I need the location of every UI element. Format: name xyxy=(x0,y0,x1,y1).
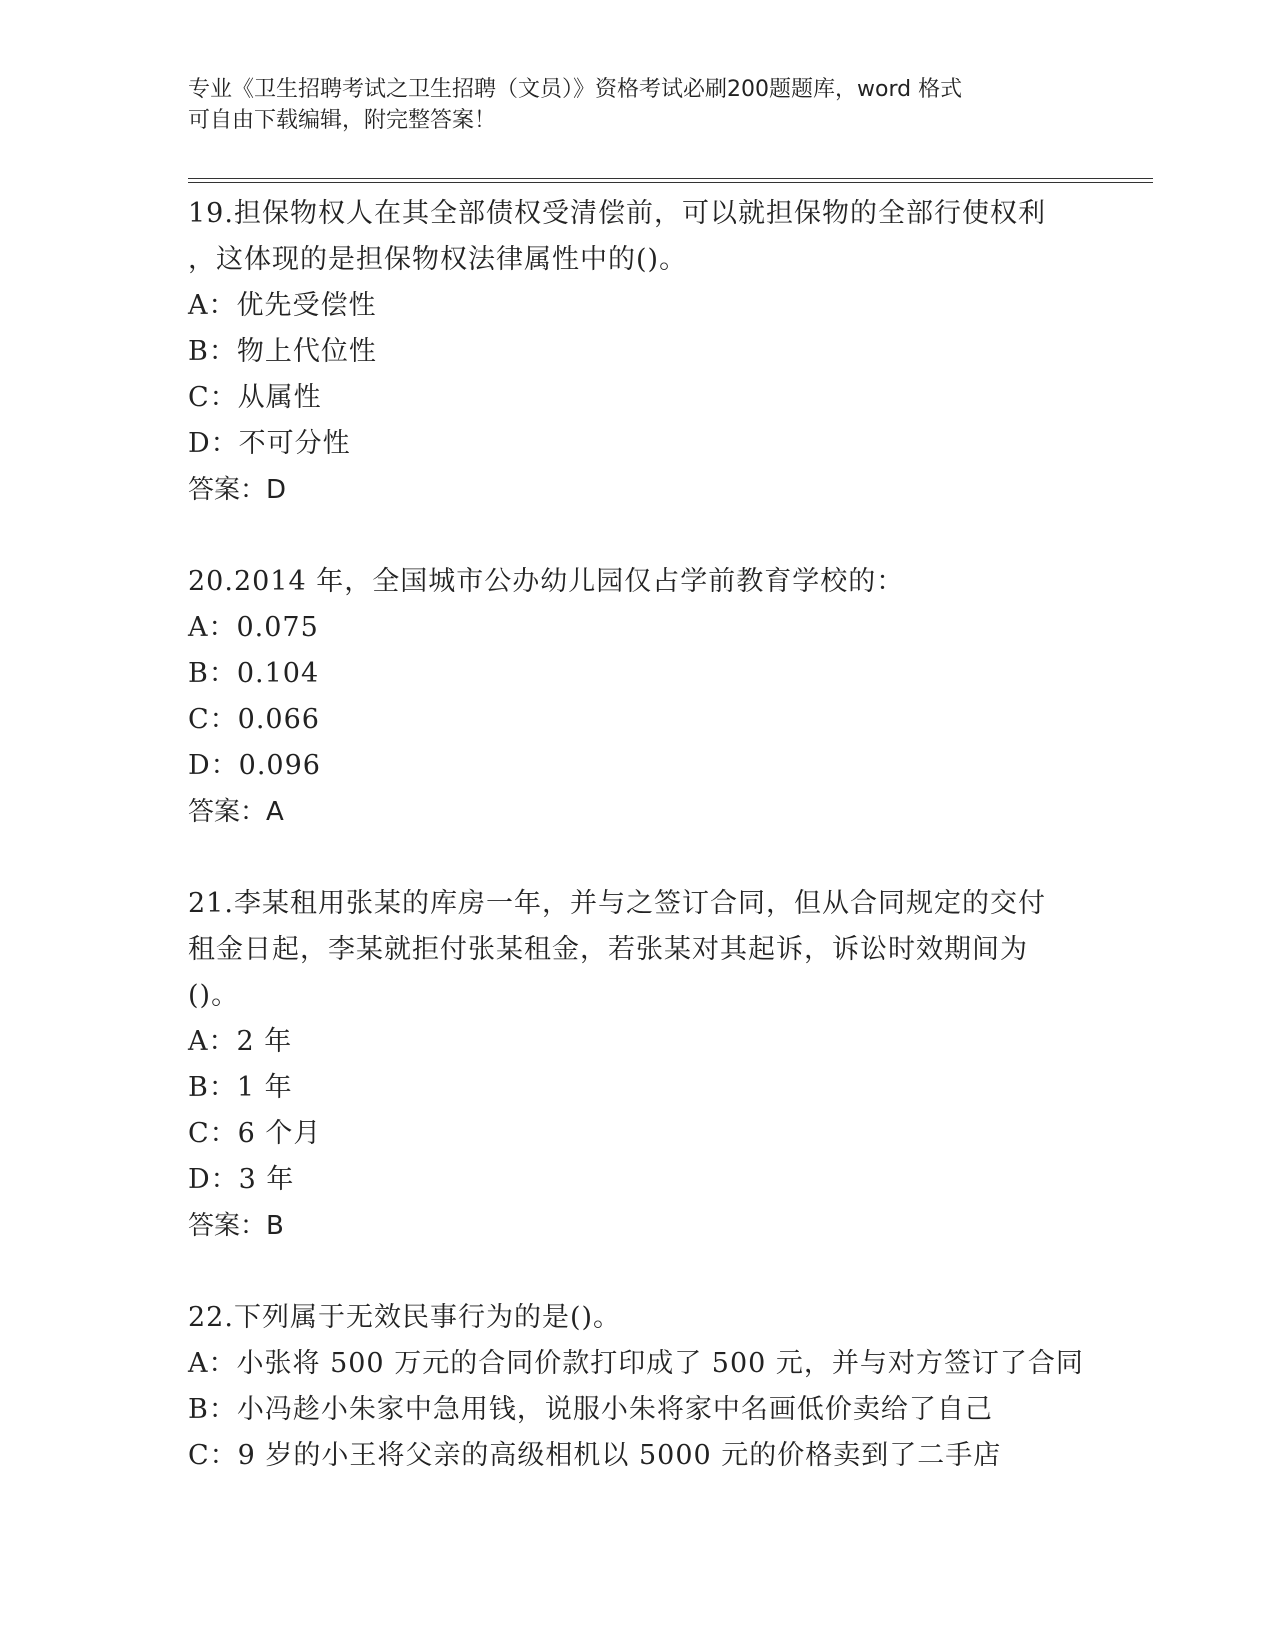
option-b: B：0.104 xyxy=(188,658,320,689)
question-19 xyxy=(188,191,1088,513)
question-21 xyxy=(188,881,1088,1249)
option-c: C：9 岁的小王将父亲的高级相机以 5000 元的价格卖到了二手店 xyxy=(188,1440,1002,1471)
answer-line: 答案：D xyxy=(188,475,287,505)
option-c: C：6 个月 xyxy=(188,1118,322,1149)
option-d: D：3 年 xyxy=(188,1164,295,1195)
option-a: A：小张将 500 万元的合同价款打印成了 500 元，并与对方签订了合同 xyxy=(188,1348,1084,1379)
option-d: D：不可分性 xyxy=(188,428,351,459)
question-list xyxy=(188,191,1088,1479)
question-stem-line: 21.李某租用张某的库房一年，并与之签订合同，但从合同规定的交付 xyxy=(188,888,1046,919)
question-stem-line: 22.下列属于无效民事行为的是()。 xyxy=(188,1302,622,1333)
header-divider-bottom xyxy=(188,182,1153,183)
option-b: B：物上代位性 xyxy=(188,336,377,367)
question-stem-line: 19.担保物权人在其全部债权受清偿前，可以就担保物的全部行使权利 xyxy=(188,198,1046,229)
option-a: A：2 年 xyxy=(188,1026,293,1057)
question-stem-line: 租金日起，李某就拒付张某租金，若张某对其起诉，诉讼时效期间为 xyxy=(188,934,1028,965)
option-d: D：0.096 xyxy=(188,750,321,781)
option-b: B：1 年 xyxy=(188,1072,293,1103)
header-divider-top xyxy=(188,178,1153,179)
document-header xyxy=(188,74,1088,136)
header-line-2: 可自由下载编辑，附完整答案！ xyxy=(188,108,497,133)
option-a: A：优先受偿性 xyxy=(188,290,377,321)
option-b: B：小冯趁小朱家中急用钱，说服小朱将家中名画低价卖给了自己 xyxy=(188,1394,993,1425)
option-c: C：从属性 xyxy=(188,382,322,413)
answer-line: 答案：A xyxy=(188,797,284,827)
question-22 xyxy=(188,1295,1088,1479)
answer-line: 答案：B xyxy=(188,1211,284,1241)
header-line-1: 专业《卫生招聘考试之卫生招聘（文员）》资格考试必刷200题题库，word 格式 xyxy=(188,77,963,102)
option-c: C：0.066 xyxy=(188,704,320,735)
question-20 xyxy=(188,559,1088,835)
question-stem-line: ，这体现的是担保物权法律属性中的()。 xyxy=(188,244,688,275)
question-stem-line: 20.2014 年，全国城市公办幼儿园仅占学前教育学校的： xyxy=(188,566,905,597)
option-a: A：0.075 xyxy=(188,612,319,643)
question-stem-line: ()。 xyxy=(188,980,240,1011)
